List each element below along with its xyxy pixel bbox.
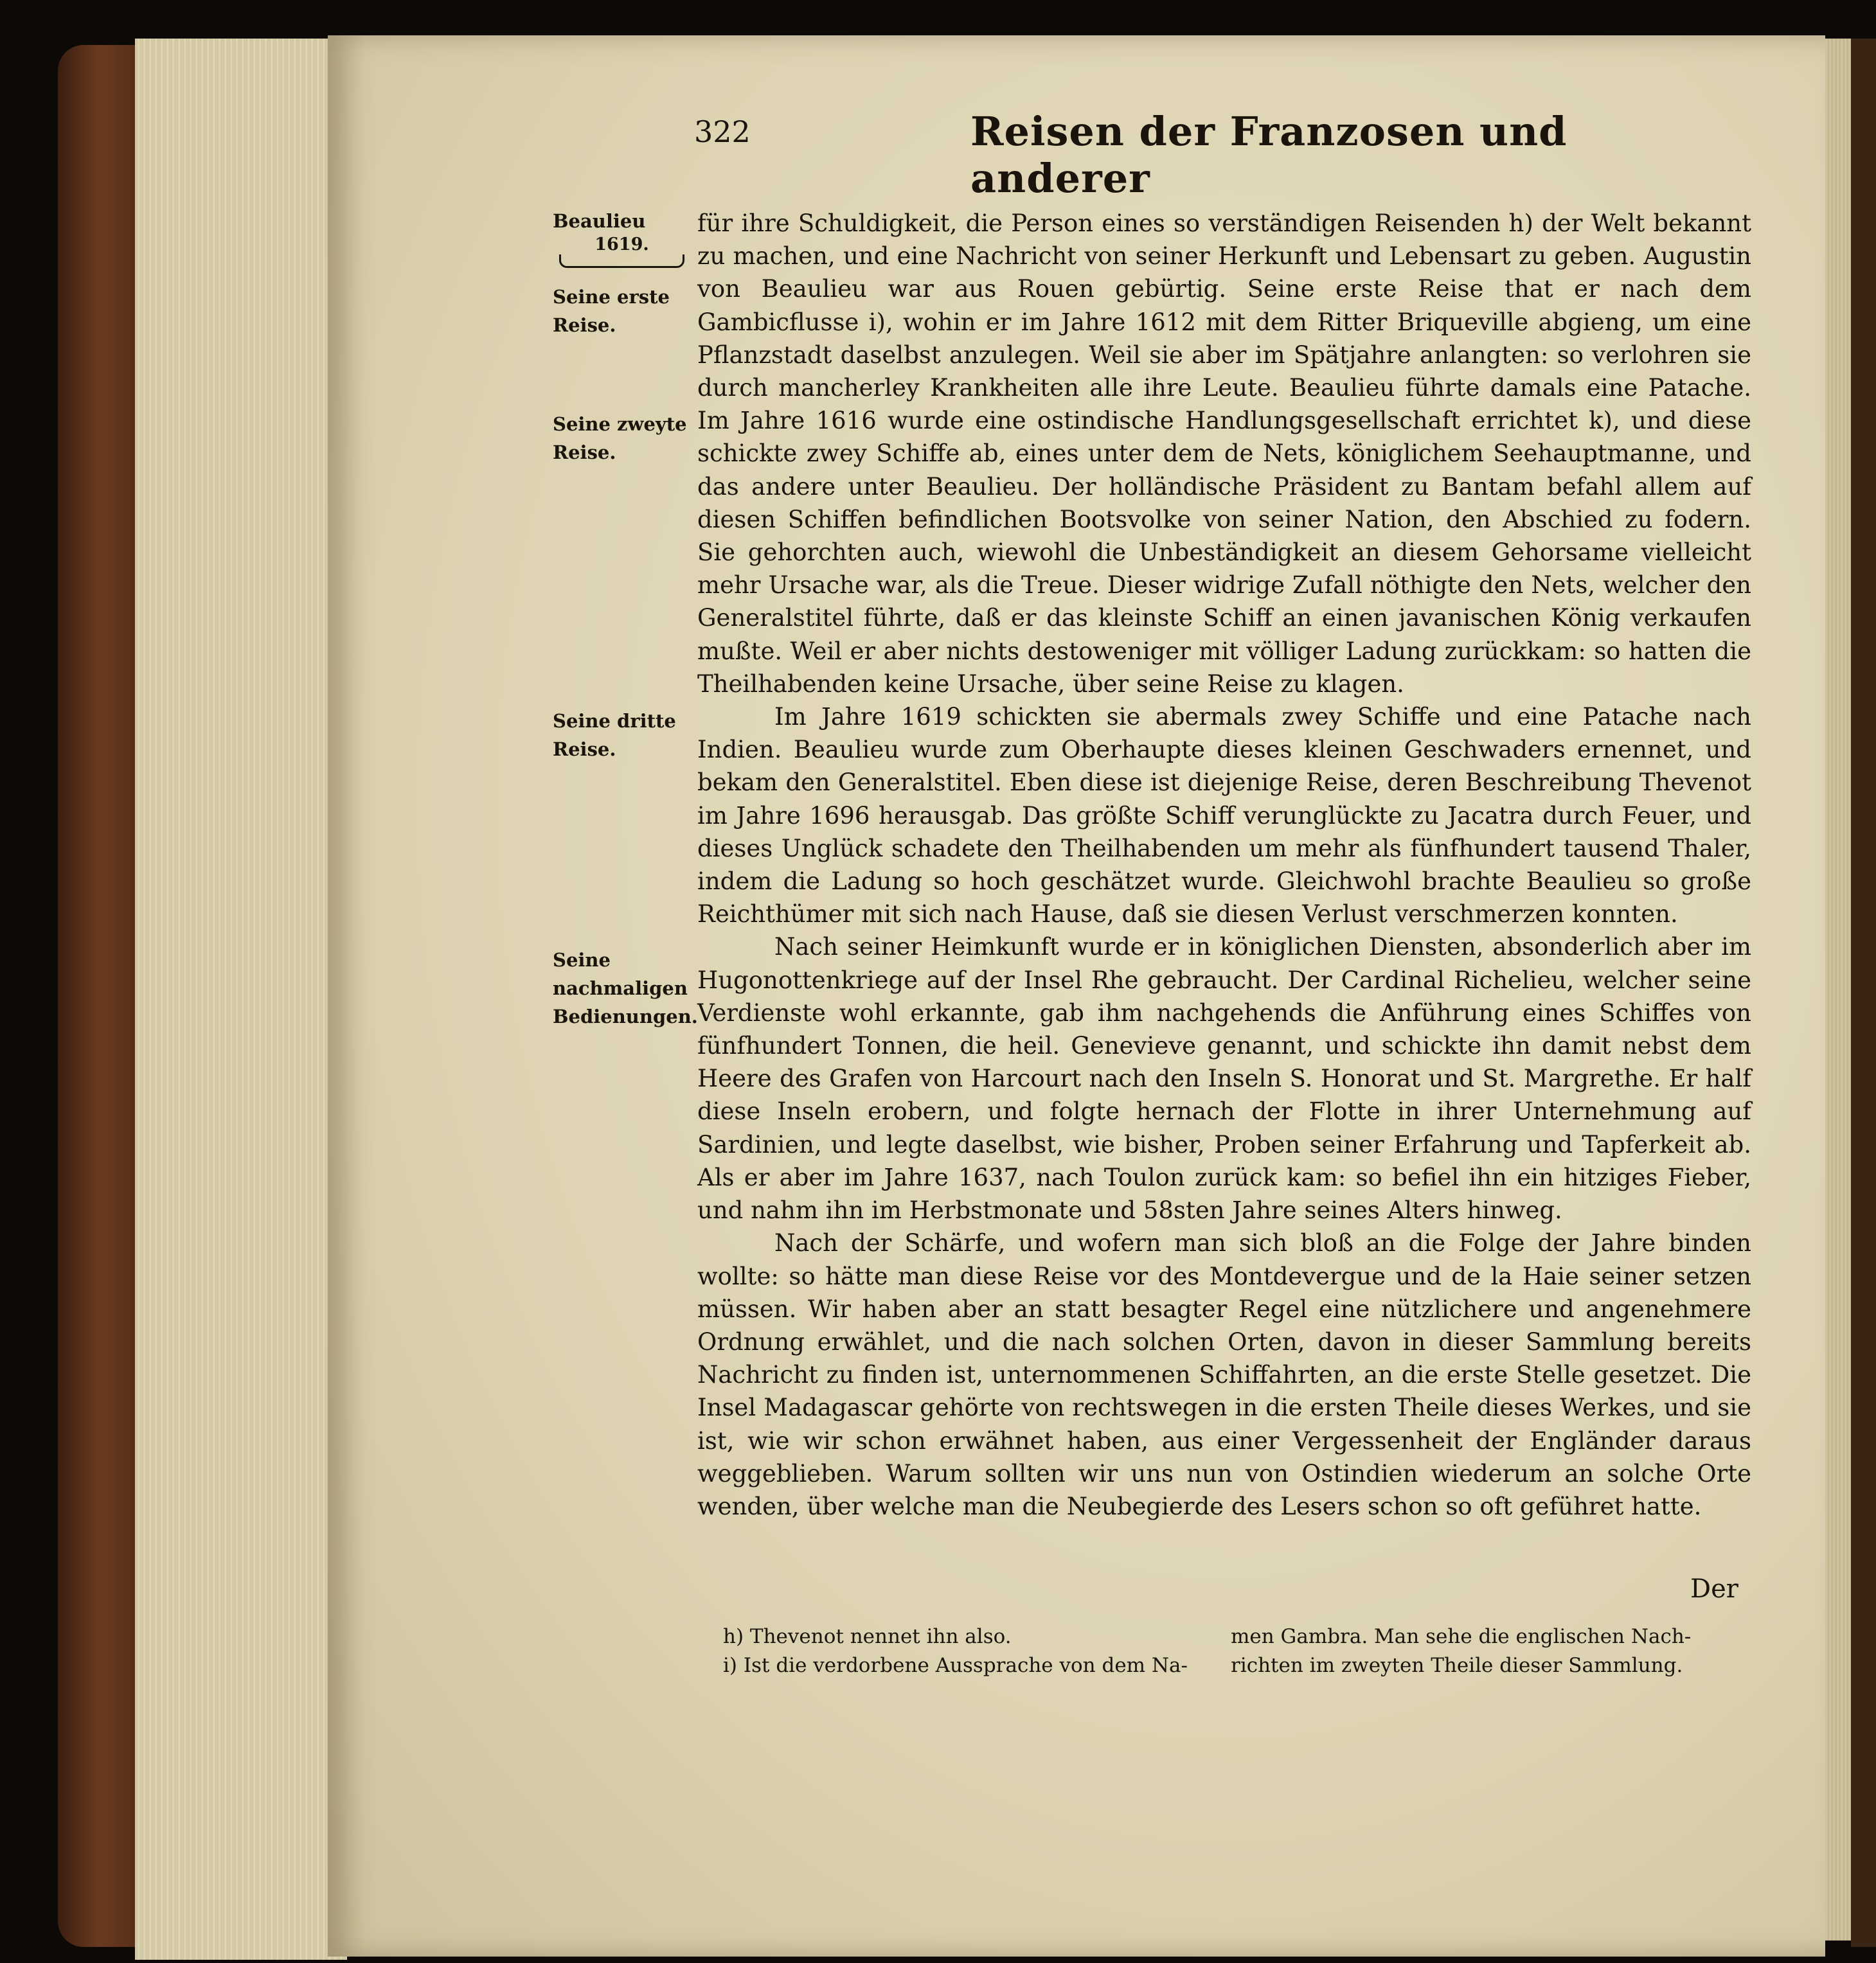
footnotes-left-column: [723, 1622, 1224, 1680]
footnote-line: i) Ist die verdorbene Aussprache von dem Na-: [723, 1654, 1188, 1677]
margin-note-label: Seine zweyte Reise.: [553, 413, 687, 463]
catchword: Der: [1690, 1574, 1738, 1604]
footnote-line: h) Thevenot nennet ihn also.: [723, 1625, 1012, 1648]
margin-note-label: Seine nachmaligen Bedienungen.: [553, 949, 698, 1027]
paragraph: für ihre Schuldigkeit, die Person eines so verständigen Reisenden h) der Welt bekannt zu machen, und eine Nachricht von seiner Herkunft und Lebensart zu geben. Augustin von Beaulieu war aus Rouen gebürtig. Seine erste Reise that er nach dem Gambicflusse i), wohin er im Jahre 1612 mit dem Ritter Briqueville abgieng, um eine Pflanzstadt daselbst anzulegen. Weil sie aber im Spätjahre anlangten: so verlohren sie durch mancherley Krankheiten alle ihre Leute. Beaulieu führte damals eine Patache. Im Jahre 1616 wurde eine ostindische Handlungsgesellschaft errichtet k), und diese schickte zwey Schiffe ab, eines unter dem de Nets, königlichem Seehauptmanne, und das andere unter Beaulieu. Der holländische Präsident zu Bantam befahl allem auf diesen Schiffen befindlichen Bootsvolke von seiner Nation, den Abschied zu fodern. Sie gehorchten auch, wiewohl die Unbeständigkeit an diesem Gehorsame vielleicht mehr Ursache war, als die Treue. Dieser widrige Zufall nöthigte den Nets, welcher den Generalstitel führte, daß er das kleinste Schiff an einen javanischen König verkaufen mußte. Weil er aber nichts destoweniger mit völliger Ladung zurückkam: so hatten die Theilhabenden keine Ursache, über seine Reise zu klagen.: [697, 209, 1751, 698]
page-number: 322: [694, 114, 751, 149]
margin-note-later-service: [553, 946, 698, 1031]
footnote-line: men Gambra. Man sehe die englischen Nach-: [1231, 1625, 1692, 1648]
margin-note-label: Beaulieu: [553, 210, 646, 232]
book-cover-right: [1851, 39, 1876, 1947]
header-title: Reisen der Franzosen und anderer: [970, 108, 1568, 202]
margin-note-beaulieu: [553, 207, 691, 268]
body-text: [697, 207, 1751, 1523]
margin-note-label: Seine erste Reise.: [553, 286, 670, 336]
footnote-line: richten im zweyten Theile dieser Sammlung.: [1231, 1654, 1683, 1677]
margin-note-label: Seine dritte Reise.: [553, 710, 676, 760]
paragraph: Im Jahre 1619 schickten sie abermals zwey Schiffe und eine Patache nach Indien. Beaulieu wurde zum Oberhaupte dieses kleinen Geschwaders ernennet, und bekam den Generalstitel. Eben diese ist diejenige Reise, deren Beschreibung Thevenot im Jahre 1696 herausgab. Das größte Schiff verunglückte zu Jacatra durch Feuer, und dieses Unglück schadete den Theilhabenden um mehr als fünfhundert tausend Thaler, indem die Ladung so hoch geschätzet wurde. Gleichwohl brachte Beaulieu so große Reichthümer mit sich nach Hause, daß sie diesen Verlust verschmerzen konnten.: [697, 703, 1751, 928]
margin-note-year: 1619.: [594, 235, 649, 254]
margin-brace: [559, 254, 684, 268]
margin-note-second-voyage: [553, 410, 691, 466]
paragraph: Nach der Schärfe, und wofern man sich bloß an die Folge der Jahre binden wollte: so hätte man diese Reise vor des Montdevergue und de la Haie seiner setzen müssen. Wir haben aber an statt besagter Regel eine nützlichere und angenehmere Ordnung erwählet, und die nach solchen Orten, davon in dieser Sammlung bereits Nachricht zu finden ist, unternommenen Schiffahrten, an die erste Stelle gesetzet. Die Insel Madagascar gehörte von rechtswegen in die ersten Theile dieses Werkes, und sie ist, wie wir schon erwähnet haben, aus einer Vergessenheit der Engländer daraus weggeblieben. Warum sollten wir uns nun von Ostindien wiederum an solche Orte wenden, über welche man die Neubegierde des Lesers schon so oft geführet hatte.: [697, 1229, 1751, 1520]
page-edges-left: [135, 39, 347, 1960]
running-head: [694, 108, 1755, 202]
footnotes-right-column: [1231, 1622, 1732, 1680]
margin-note-third-voyage: [553, 707, 691, 763]
margin-note-first-voyage: [553, 283, 691, 339]
paragraph: Nach seiner Heimkunft wurde er in königlichen Diensten, absonderlich aber im Hugonottenkriege auf der Insel Rhe gebraucht. Der Cardinal Richelieu, welcher seine Verdienste wohl erkannte, gab ihm nachgehends die Anführung eines Schiffes von fünfhundert Tonnen, die heil. Genevieve genannt, und schickte ihn damit nebst dem Heere des Grafen von Harcourt nach den Inseln S. Honorat und St. Margrethe. Er half diese Inseln erobern, und folgte hernach der Flotte in ihrer Unternehmung auf Sardinien, und legte daselbst, wie bisher, Proben seiner Erfahrung und Tapferkeit ab. Als er aber im Jahre 1637, nach Toulon zurück kam: so befiel ihn ein hitziges Fieber, und nahm ihn im Herbstmonate und 58sten Jahre seines Alters hinweg.: [697, 933, 1751, 1225]
